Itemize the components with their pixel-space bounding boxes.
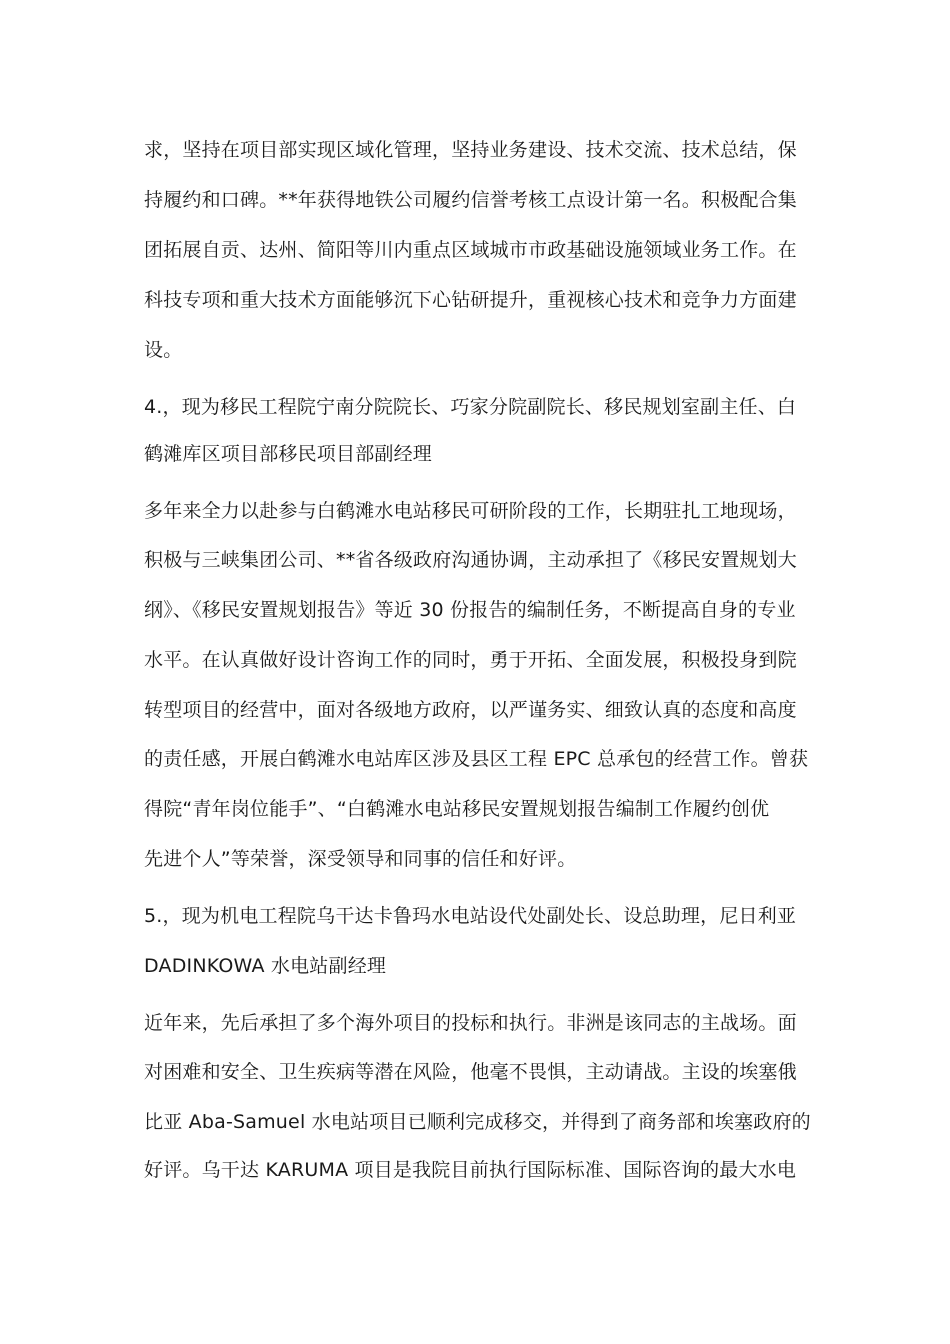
text-line: 设。 — [144, 339, 183, 361]
text-line: 转型项目的经营中，面对各级地方政府，以严谨务实、细致认真的态度和高度 — [144, 699, 797, 721]
text-line: 先进个人”等荣誉，深受领导和同事的信任和好评。 — [144, 848, 577, 870]
text-line: 纲》、《移民安置规划报告》等近 30 份报告的编制任务，不断提高自身的专业 — [144, 599, 796, 621]
section-heading-5: 5.，现为机电工程院乌干达卡鲁玛水电站设代处副处长、设总助理，尼日利亚 — [144, 905, 797, 927]
text-line: 水平。在认真做好设计咨询工作的同时，勇于开拓、全面发展，积极投身到院 — [144, 649, 797, 671]
text-line: 科技专项和重大技术方面能够沉下心钻研提升，重视核心技术和竞争力方面建 — [144, 289, 797, 311]
text-line: 的责任感，开展白鹤滩水电站库区涉及县区工程 EPC 总承包的经营工作。曾获 — [144, 748, 809, 770]
text-line: 近年来，先后承担了多个海外项目的投标和执行。非洲是该同志的主战场。面 — [144, 1012, 797, 1034]
text-line: 多年来全力以赴参与白鹤滩水电站移民可研阶段的工作，长期驻扎工地现场， — [144, 500, 797, 522]
section-heading-5-cont: DADINKOWA 水电站副经理 — [144, 955, 387, 977]
text-line: 得院“青年岗位能手”、“白鹤滩水电站移民安置规划报告编制工作履约创优 — [144, 798, 770, 820]
text-line: 好评。乌干达 KARUMA 项目是我院目前执行国际标准、国际咨询的最大水电 — [144, 1159, 797, 1181]
section-heading-4-cont: 鹤滩库区项目部移民项目部副经理 — [144, 443, 433, 465]
text-line: 对困难和安全、卫生疾病等潜在风险，他毫不畏惧，主动请战。主设的埃塞俄 — [144, 1061, 797, 1083]
section-heading-4: 4.，现为移民工程院宁南分院院长、巧家分院副院长、移民规划室副主任、白 — [144, 396, 797, 418]
text-line: 团拓展自贡、达州、简阳等川内重点区域城市市政基础设施领域业务工作。在 — [144, 239, 797, 261]
text-line: 求，坚持在项目部实现区域化管理，坚持业务建设、技术交流、技术总结，保 — [144, 139, 797, 161]
text-line: 积极与三峡集团公司、**省各级政府沟通协调，主动承担了《移民安置规划大 — [144, 549, 798, 571]
text-line: 持履约和口碑。**年获得地铁公司履约信誉考核工点设计第一名。积极配合集 — [144, 189, 798, 211]
text-line: 比亚 Aba-Samuel 水电站项目已顺利完成移交，并得到了商务部和埃塞政府的 — [144, 1111, 811, 1133]
